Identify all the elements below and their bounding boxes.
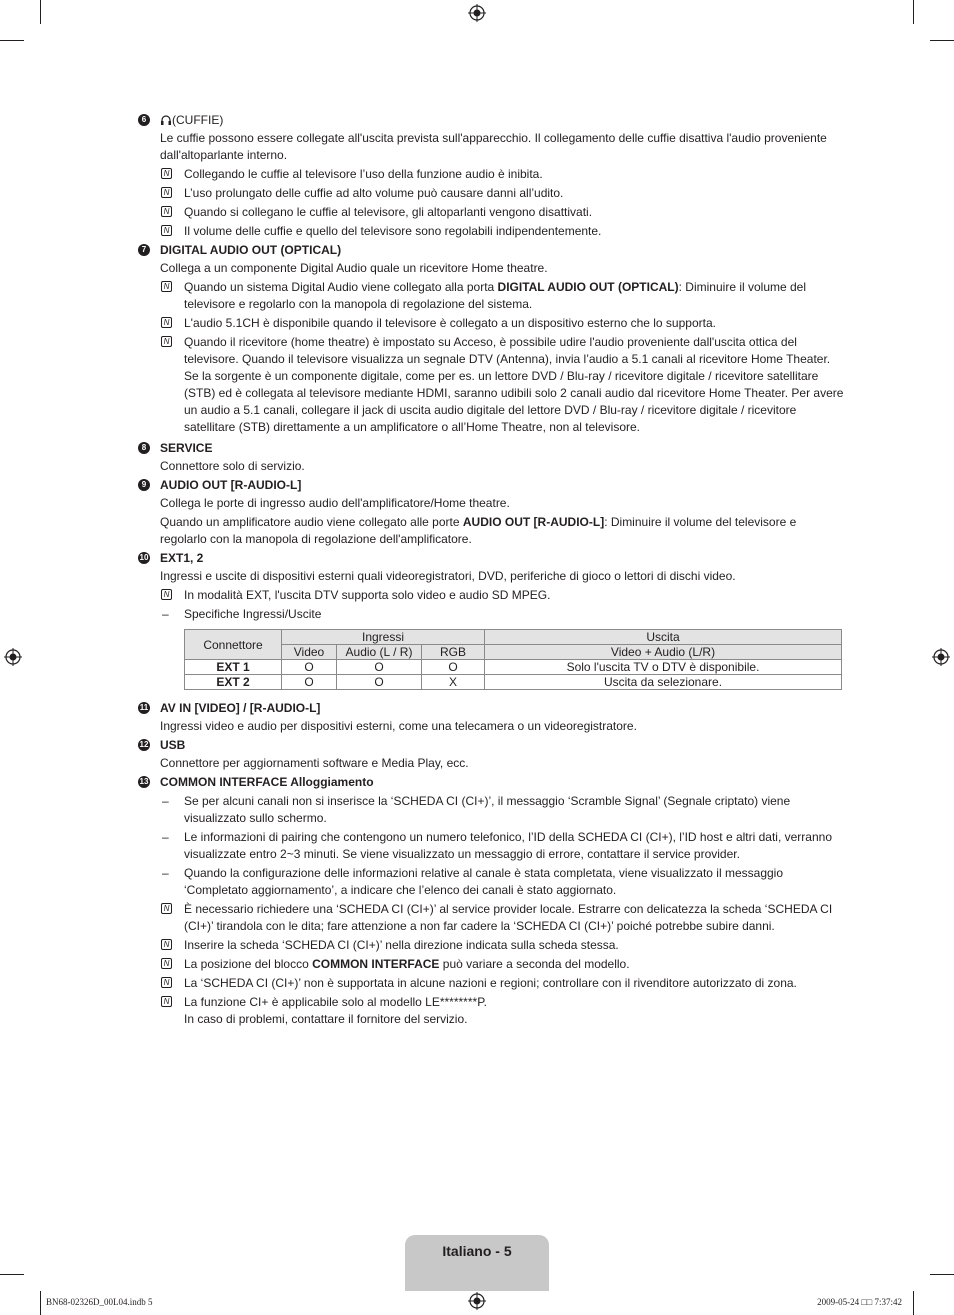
note-icon: N <box>161 225 172 236</box>
section-number: 13 <box>139 777 149 786</box>
registration-mark-icon <box>932 648 950 666</box>
dash-item: – Se per alcuni canali non si inserisce la ‘SCHEDA CI (CI+)’, il messaggio ‘Scramble Signal’ (Segnale criptato) viene visualizzato sullo schermo. <box>162 794 791 825</box>
dash-item: – Quando la configurazione delle informazioni relative al canale è stata completata, viene visualizzato il messaggio ‘Completato aggiornamento’, a indicare che l’elenco dei canali è stato aggiornato. <box>162 866 784 897</box>
section-title: DIGITAL AUDIO OUT (OPTICAL) <box>160 243 342 257</box>
registration-mark-icon <box>468 4 486 22</box>
table-cell: O <box>422 660 485 675</box>
crop-mark <box>930 40 954 41</box>
section-description: Connettore solo di servizio. <box>160 459 305 473</box>
note-text: La posizione del blocco <box>184 957 313 971</box>
dash-item: – Specifiche Ingressi/Uscite <box>162 607 322 621</box>
section-title: AV IN [VIDEO] / [R-AUDIO-L] <box>160 701 321 715</box>
section-ext-title <box>138 550 844 567</box>
note-icon: N <box>161 977 172 988</box>
table-row <box>185 660 842 675</box>
note-icon: N <box>161 958 172 969</box>
table-cell: O <box>337 675 422 690</box>
note-bold-text: DIGITAL AUDIO OUT (OPTICAL) <box>497 280 679 294</box>
section-title: SERVICE <box>160 441 213 455</box>
note-text: : Diminuire il volume del televisore e regolarlo con la manopola di regolazione del sistema. <box>184 280 807 311</box>
section-number: 12 <box>139 740 149 749</box>
table-cell: Solo l'uscita TV o DTV è disponibile. <box>485 660 842 675</box>
section-title: EXT1, 2 <box>160 551 204 565</box>
crop-mark <box>0 1274 24 1275</box>
page-label: Italiano - 5 <box>442 1243 512 1259</box>
section-title: (CUFFIE) <box>172 113 224 127</box>
note-text: È necessario richiedere una ‘SCHEDA CI (CI+)’ al service provider locale. Estrarre con delicatezza la scheda ‘SCHEDA CI (CI+)’ tirandola con le dita; fare attenzione a non far cadere la ‘SCHEDA CI (CI+)’ poiché potrebbe subire danni. <box>184 902 833 933</box>
note-item <box>138 587 844 604</box>
io-spec-table <box>184 629 842 690</box>
note-text: Il volume delle cuffie e quello del televisore sono regolabili indipendentemente. <box>184 224 602 238</box>
note-item <box>138 334 844 436</box>
registration-mark-icon <box>4 648 22 666</box>
note-icon: N <box>161 206 172 217</box>
dash-text: Le informazioni di pairing che contengono un numero telefonico, l’ID della SCHEDA CI (CI+), l’ID host e altri dati, verranno visualizzate entro 2~3 minuti. Se viene visualizzato un messaggio di errore, contattare il service provider. <box>184 830 832 861</box>
note-bold-text: COMMON INTERFACE <box>312 957 440 971</box>
section-title: COMMON INTERFACE Alloggiamento <box>160 775 374 789</box>
dash-text: Se per alcuni canali non si inserisce la ‘SCHEDA CI (CI+)’, il messaggio ‘Scramble Signal’ (Segnale criptato) viene visualizzato sullo schermo. <box>184 794 791 825</box>
note-item <box>138 223 844 240</box>
table-row <box>185 675 842 690</box>
section-common-interface-title <box>138 774 844 791</box>
section-title: AUDIO OUT [R-AUDIO-L] <box>160 478 302 492</box>
paragraph-text: Quando un amplificatore audio viene collegato alle porte <box>160 515 463 529</box>
section-number: 7 <box>138 244 150 256</box>
table-cell: O <box>282 675 337 690</box>
note-icon: N <box>161 187 172 198</box>
section-number: 11 <box>139 703 149 712</box>
note-text: La funzione CI+ è applicabile solo al modello LE********P. <box>184 995 487 1009</box>
note-item <box>138 279 844 313</box>
section-number: 6 <box>138 114 150 126</box>
note-icon: N <box>161 317 172 328</box>
note-item <box>138 204 844 221</box>
note-icon: N <box>161 281 172 292</box>
section-headphones-title <box>138 112 844 129</box>
dash-item: – Le informazioni di pairing che contengono un numero telefonico, l’ID della SCHEDA CI (CI+), l’ID host e altri dati, verranno visualizzate entro 2~3 minuti. Se viene visualizzato un messaggio di errore, contattare il service provider. <box>162 830 832 861</box>
note-item <box>138 185 844 202</box>
registration-mark-icon <box>468 1292 486 1310</box>
note-icon: N <box>161 336 172 347</box>
section-description: Connettore per aggiornamenti software e Media Play, ecc. <box>160 756 469 770</box>
note-text: può variare a seconda del modello. <box>439 957 630 971</box>
crop-mark <box>0 40 24 41</box>
note-text: Quando un sistema Digital Audio viene collegato alla porta <box>184 280 498 294</box>
footer-timestamp: 2009-05-24 □□ 7:37:42 <box>817 1297 902 1307</box>
section-description: Collega a un componente Digital Audio quale un ricevitore Home theatre. <box>160 261 548 275</box>
table-header-inputs: Ingressi <box>282 630 485 645</box>
section-description: Ingressi video e audio per dispositivi esterni, come una telecamera o un videoregistratore. <box>160 719 637 733</box>
section-service-title <box>138 440 844 457</box>
note-item <box>138 994 844 1028</box>
note-text: Quando il ricevitore (home theatre) è impostato su Acceso, è possibile udire l'audio proveniente dall'uscita ottica del televisore. Quando il televisore visualizza un segnale DTV (Antenna), invia l’audio a 5.1 canali al ricevitore Home Theater. Se la sorgente è un componente digitale, come per es. un lettore DVD / Blu-ray / ricevitore digitale / ricevitore satellitare (STB) ed è collegata al televisore mediante HDMI, saranno udibili solo 2 canali audio dal ricevitore Home Theater. Per avere un audio a 5.1 canali, collegare il jack di uscita audio digitale del lettore DVD / Blu-ray / ricevitore digitale / ricevitore satellitare (STB) direttamente a un amplificatore o all’Home Theatre, non al televisore. <box>184 335 844 434</box>
crop-mark <box>913 1291 914 1315</box>
note-item <box>138 937 844 954</box>
section-av-in-title <box>138 700 844 717</box>
section-usb-title <box>138 737 844 754</box>
table-cell: X <box>422 675 485 690</box>
note-icon: N <box>161 168 172 179</box>
table-header-video-audio: Video + Audio (L/R) <box>485 645 842 660</box>
note-text: In modalità EXT, l'uscita DTV supporta solo video e audio SD MPEG. <box>184 588 551 602</box>
section-number: 9 <box>138 479 150 491</box>
note-text: In caso di problemi, contattare il fornitore del servizio. <box>184 1012 468 1026</box>
crop-mark <box>913 0 914 24</box>
table-cell: EXT 1 <box>185 660 282 675</box>
crop-mark <box>40 0 41 24</box>
section-description <box>138 514 844 548</box>
note-icon: N <box>161 939 172 950</box>
note-text: L’uso prolungato delle cuffie ad alto volume può causare danni all’udito. <box>184 186 564 200</box>
section-title: USB <box>160 738 186 752</box>
dash-text: Quando la configurazione delle informazioni relative al canale è stata completata, viene visualizzato il messaggio ‘Completato aggiornamento’, a indicare che l’elenco dei canali è stato aggiornato. <box>184 866 784 897</box>
note-text: Quando si collegano le cuffie al televisore, gli altoparlanti vengono disattivati. <box>184 205 593 219</box>
section-description: Ingressi e uscite di dispositivi esterni quali videoregistratori, DVD, periferiche di gioco o lettori di dischi video. <box>160 569 736 583</box>
dash-text: Specifiche Ingressi/Uscite <box>184 607 322 621</box>
note-item <box>138 975 844 992</box>
section-digital-audio-title <box>138 242 844 259</box>
note-item <box>138 315 844 332</box>
table-header-audio: Audio (L / R) <box>337 645 422 660</box>
table-header-connector: Connettore <box>185 630 282 660</box>
table-cell: O <box>282 660 337 675</box>
note-item <box>138 901 844 935</box>
crop-mark <box>930 1274 954 1275</box>
table-header-output: Uscita <box>485 630 842 645</box>
section-audio-out-title <box>138 477 844 494</box>
crop-mark <box>40 1291 41 1315</box>
table-header-rgb: RGB <box>422 645 485 660</box>
note-text: Inserire la scheda ‘SCHEDA CI (CI+)’ nella direzione indicata sulla scheda stessa. <box>184 938 619 952</box>
note-text: La ‘SCHEDA CI (CI+)’ non è supportata in alcune nazioni e regioni; controllare con il rivenditore autorizzato di zona. <box>184 976 797 990</box>
note-icon: N <box>161 589 172 600</box>
table-cell: Uscita da selezionare. <box>485 675 842 690</box>
paragraph-text: : Diminuire il volume del televisore e regolarlo con la manopola di regolazione dell'amplificatore. <box>160 515 797 546</box>
paragraph-bold-text: AUDIO OUT [R-AUDIO-L] <box>462 515 605 529</box>
table-header-video: Video <box>282 645 337 660</box>
footer-file-name: BN68-02326D_00L04.indb 5 <box>46 1297 153 1307</box>
section-description: Collega le porte di ingresso audio dell'amplificatore/Home theatre. <box>160 496 510 510</box>
section-number: 10 <box>139 553 149 562</box>
note-icon: N <box>161 996 172 1007</box>
section-description: Le cuffie possono essere collegate all'uscita prevista sull'apparecchio. Il collegamento delle cuffie disattiva l'audio proveniente dall'altoparlante interno. <box>160 131 827 162</box>
page-number-tab <box>405 1235 549 1291</box>
table-cell: O <box>337 660 422 675</box>
note-text: Collegando le cuffie al televisore l’uso della funzione audio è inibita. <box>184 167 543 181</box>
headphone-icon <box>160 114 172 126</box>
manual-content <box>138 110 844 1030</box>
note-item <box>138 166 844 183</box>
table-cell: EXT 2 <box>185 675 282 690</box>
note-icon: N <box>161 903 172 914</box>
section-number: 8 <box>138 442 150 454</box>
note-text: L'audio 5.1CH è disponibile quando il televisore è collegato a un dispositivo esterno che lo supporta. <box>184 316 716 330</box>
note-item <box>138 956 844 973</box>
